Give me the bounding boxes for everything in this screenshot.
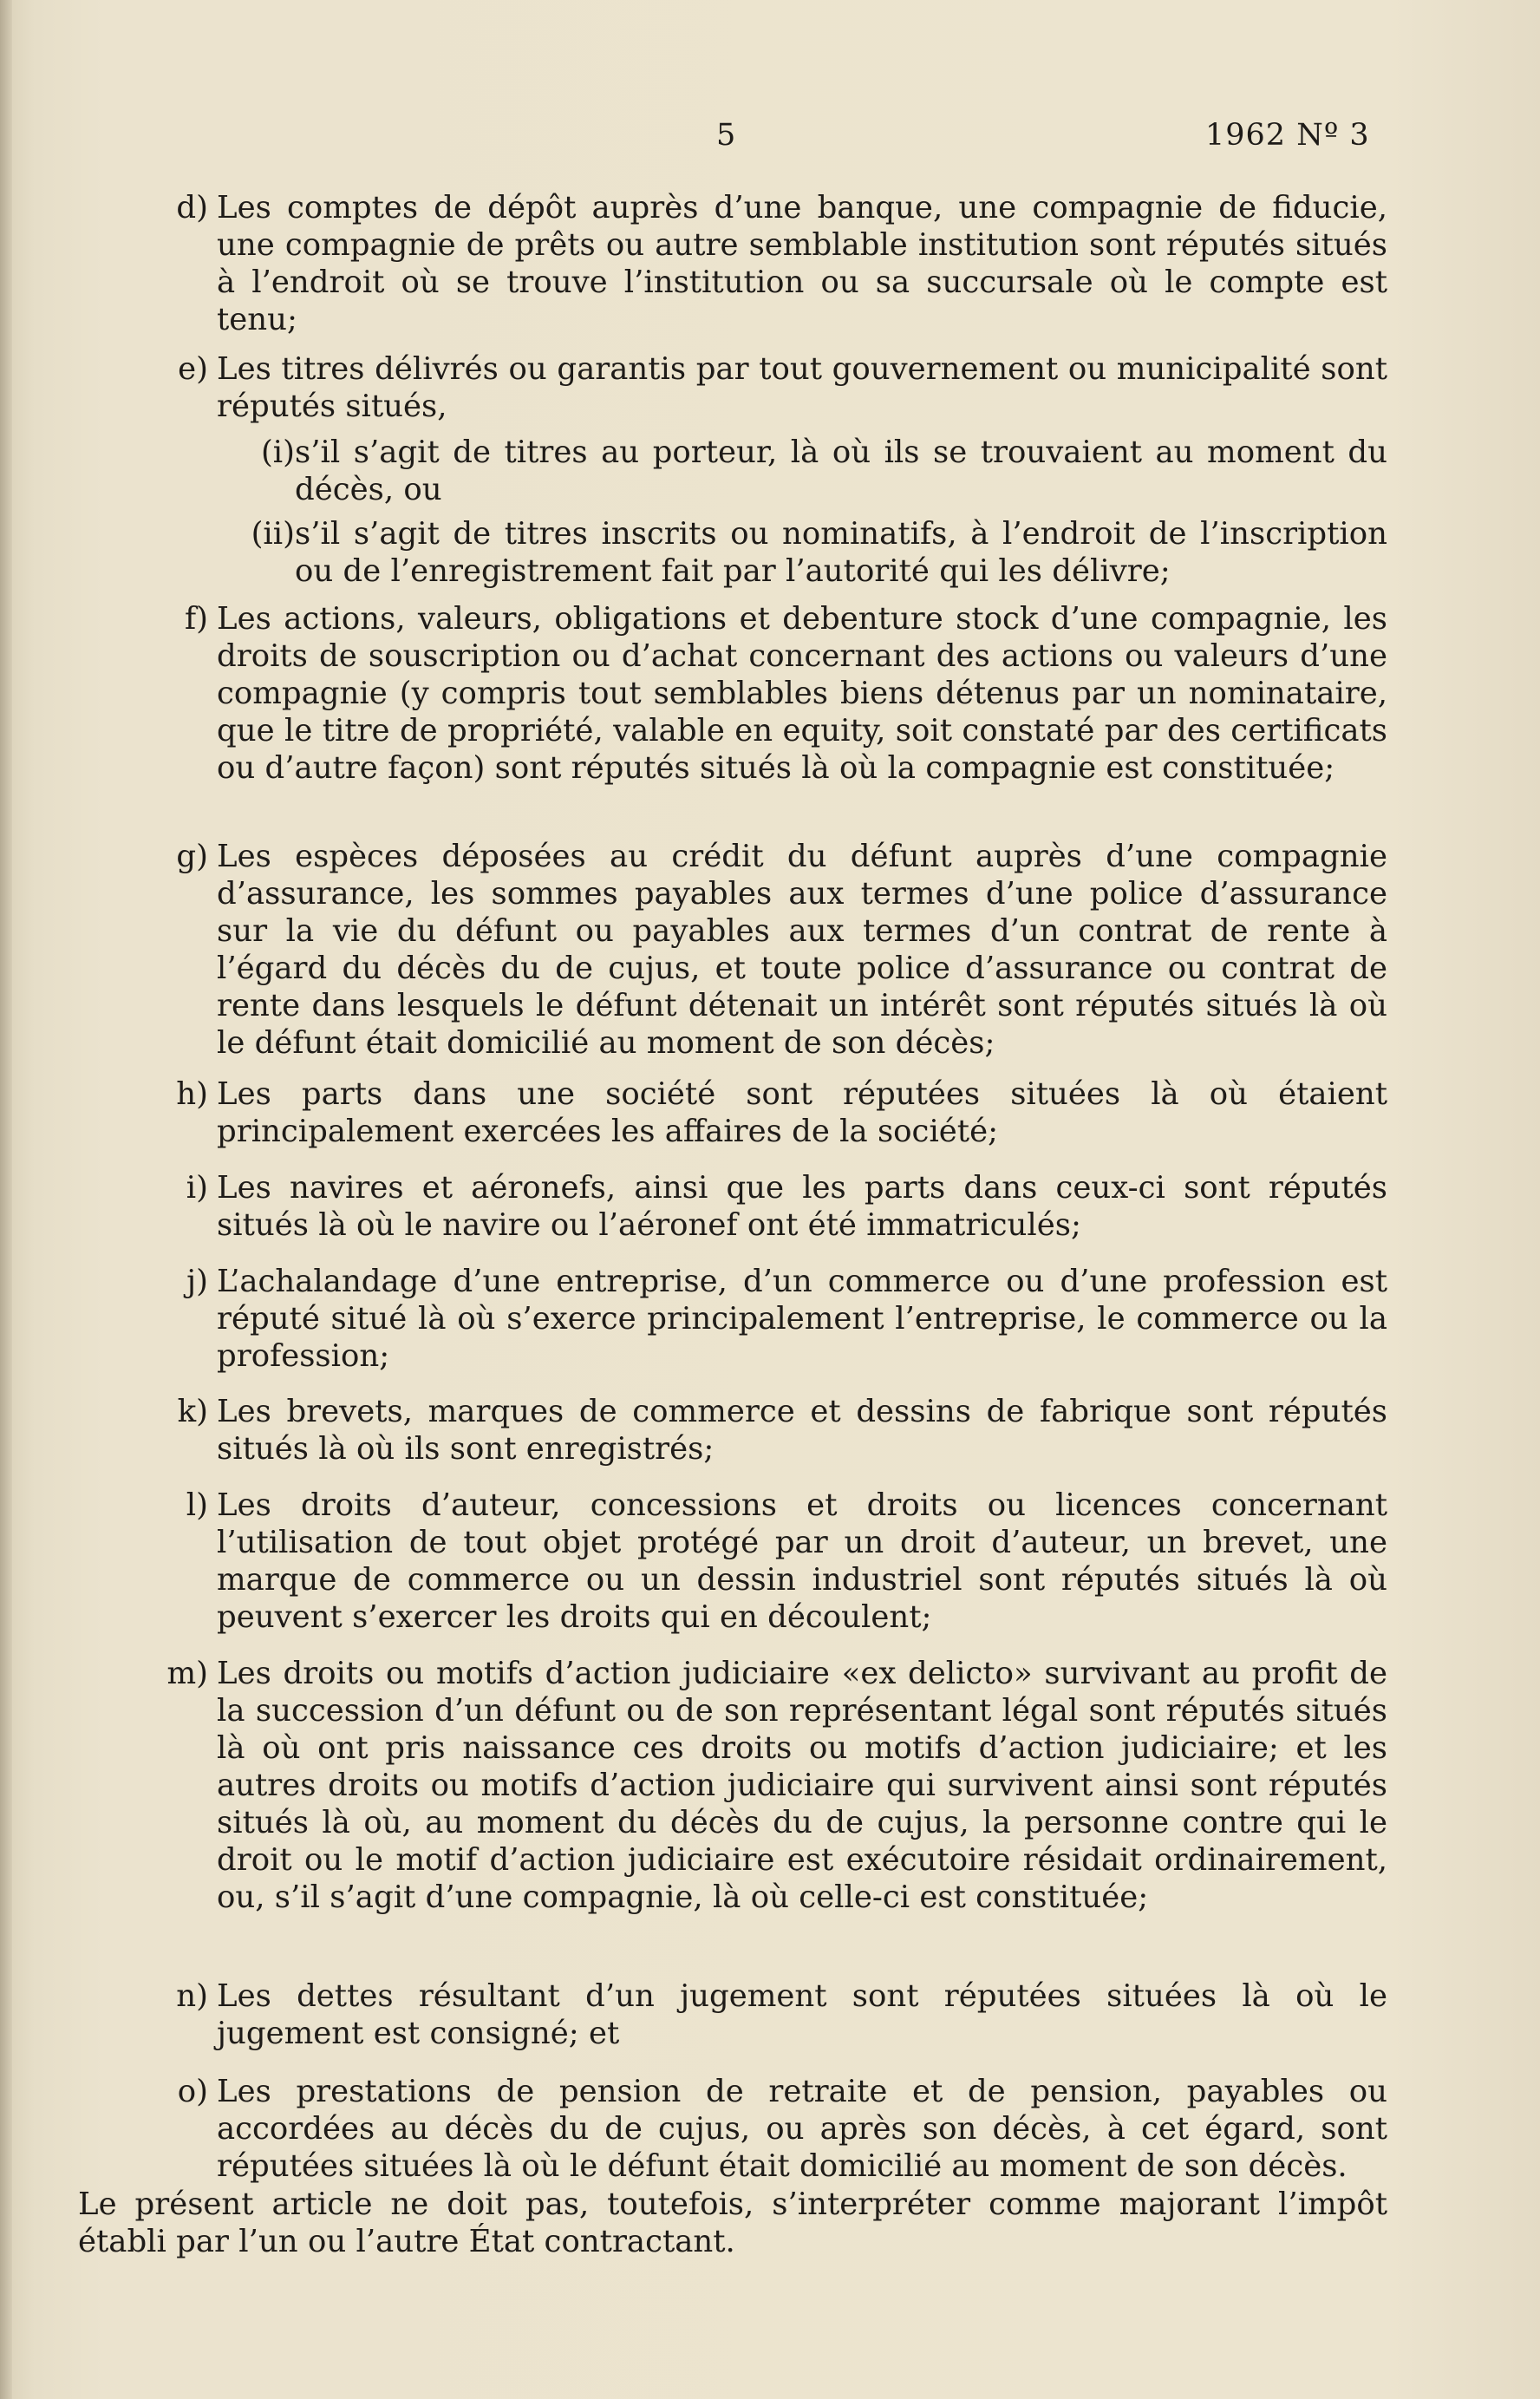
clause-f — [139, 600, 1387, 787]
clause-label: g) — [176, 839, 208, 874]
clause-text: Les brevets, marques de commerce et dessins de fabrique sont réputés situés là où ils sont enregistrés; — [217, 1394, 1387, 1467]
clause-label: m) — [166, 1656, 208, 1691]
clause-text: Les actions, valeurs, obligations et debenture stock d’une compagnie, les droits de souscription ou d’achat concernant des actions ou valeurs d’une compagnie (y compris tout semblables biens détenus par un nominataire, que le titre de propriété, valable en equity, soit constaté par des certificats ou d’autre façon) sont réputés situés là où la compagnie est constituée; — [217, 601, 1387, 786]
clause-n — [139, 1977, 1387, 2052]
clause-h — [139, 1075, 1387, 1150]
clause-text: Les prestations de pension de retraite et de pension, payables ou accordées au décès du de cujus, ou après son décès, à cet égard, sont réputées situées là où le défunt était domicilié au moment de son décès. — [217, 2074, 1387, 2184]
page-binding-edge — [0, 0, 12, 2399]
clause-text: Les comptes de dépôt auprès d’une banque, une compagnie de fiducie, une compagnie de prêts ou autre semblable institution sont réputés situés à l’endroit où se trouve l’institution ou sa succursale où le compte est tenu; — [217, 190, 1387, 337]
clause-m — [139, 1655, 1387, 1916]
clause-d — [139, 189, 1387, 338]
clause-label: h) — [176, 1076, 208, 1112]
clause-i — [139, 1169, 1387, 1244]
clause-text: Les parts dans une société sont réputées situées là où étaient principalement exercées les affaires de la société; — [217, 1076, 1387, 1149]
closing-paragraph: Le présent article ne doit pas, toutefois, s’interpréter comme majorant l’impôt établi par l’un ou l’autre État contractant. — [78, 2187, 1387, 2259]
clause-text: Les droits d’auteur, concessions et droits ou licences concernant l’utilisation de tout objet protégé par un droit d’auteur, un brevet, une marque de commerce ou un dessin industriel sont réputés situés là où peuvent s’exercer les droits qui en découlent; — [217, 1487, 1387, 1635]
subclause-text: s’il s’agit de titres au porteur, là où ils se trouvaient au moment du décès, ou — [295, 435, 1387, 507]
clause-label: d) — [176, 190, 208, 226]
subclause-label: (ii) — [251, 516, 295, 552]
clause-label: l) — [186, 1487, 208, 1523]
clause-label: o) — [177, 2074, 208, 2109]
clause-text: L’achalandage d’une entreprise, d’un commerce ou d’une profession est réputé situé là où s’exerce principalement l’entreprise, le commerce ou la profession; — [217, 1264, 1387, 1374]
page-number: 5 — [716, 118, 736, 153]
clause-text: Les droits ou motifs d’action judiciaire «ex delicto» survivant au profit de la succession d’un défunt ou de son représentant légal sont réputés situés là où ont pris naissance ces droits ou motifs d’action judiciaire; et les autres droits ou motifs d’action judiciaire qui survivent ainsi sont réputés situés là où, au moment du décès du de cujus, la personne contre qui le droit ou le motif d’action judiciaire est exécutoire résidait ordinairement, ou, s’il s’agit d’une compagnie, là où celle-ci est constituée; — [217, 1656, 1387, 1915]
clause-g — [139, 838, 1387, 1062]
clause-label: n) — [176, 1978, 208, 2014]
subclause-text: s’il s’agit de titres inscrits ou nominatifs, à l’endroit de l’inscription ou de l’enregistrement fait par l’autorité qui les délivre; — [295, 516, 1387, 589]
clause-label: f) — [185, 601, 208, 637]
clause-text: Les navires et aéronefs, ainsi que les parts dans ceux-ci sont réputés situés là où le navire ou l’aéronef ont été immatriculés; — [217, 1170, 1387, 1243]
clause-label: i) — [186, 1170, 208, 1206]
subclause-e-i — [217, 434, 1387, 508]
clause-text: Les espèces déposées au crédit du défunt auprès d’une compagnie d’assurance, les sommes payables aux termes d’une police d’assurance sur la vie du défunt ou payables aux termes d’un contrat de rente à l’égard du décès du de cujus, et toute police d’assurance ou contrat de rente dans lesquels le défunt détenait un intérêt sont réputés situés là où le défunt était domicilié au moment de son décès; — [217, 839, 1387, 1061]
clause-label: j) — [186, 1264, 208, 1299]
clause-k — [139, 1393, 1387, 1468]
subclause-label: (i) — [260, 435, 295, 470]
clause-text: Les dettes résultant d’un jugement sont réputées situées là où le jugement est consigné; et — [217, 1978, 1387, 2051]
document-reference: 1962 Nº 3 — [1205, 118, 1370, 153]
clause-l — [139, 1487, 1387, 1636]
clause-text: Les titres délivrés ou garantis par tout gouvernement ou municipalité sont réputés situés, — [217, 351, 1387, 424]
clause-o — [139, 2073, 1387, 2185]
clause-j — [139, 1263, 1387, 1375]
clause-label: e) — [178, 351, 208, 387]
clause-label: k) — [177, 1394, 208, 1429]
subclause-e-ii — [217, 515, 1387, 590]
clause-e — [139, 350, 1387, 425]
